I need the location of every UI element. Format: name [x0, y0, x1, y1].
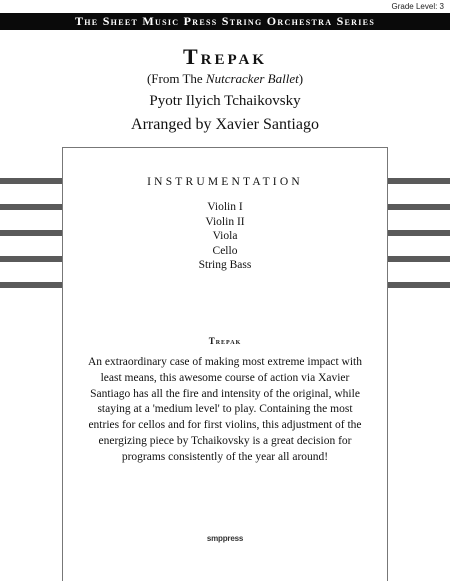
- composer-name: Pyotr Ilyich Tchaikovsky: [149, 93, 301, 109]
- staff-line: [388, 282, 450, 288]
- instrument-item: String Bass: [198, 259, 252, 271]
- instrument-item: Violin II: [205, 215, 245, 228]
- piece-subtitle: [0, 71, 450, 87]
- instrumentation-heading: INSTRUMENTATION: [147, 176, 303, 188]
- staff-line: [0, 256, 62, 262]
- instrumentation-list: [63, 200, 387, 273]
- piece-title: Trepak: [182, 44, 268, 69]
- publisher-logo: [63, 534, 387, 543]
- arranger-credit: Arranged by Xavier Santiago: [131, 116, 319, 133]
- subtitle-work: Nutcracker Ballet: [205, 71, 299, 86]
- staff-line: [0, 204, 62, 210]
- instrument-item: Cello: [212, 244, 238, 257]
- staff-line: [388, 178, 450, 184]
- instrument-item: Violin I: [207, 201, 243, 213]
- description-text: An extraordinary case of making most extreme impact with least means, this awesome course of action via Xavier Santiago has all the fire and intensity of the original, while staying at a 'medium level' to play. Containing the most entries for cellos and for first violins, this adjustment of the energizing piece by Tchaikovsky is a great decision for programs consistently of the year all around!: [88, 356, 362, 463]
- series-banner: The Sheet Music Press String Orchestra Series: [0, 13, 450, 30]
- staff-line: [388, 230, 450, 236]
- instrument-item: Viola: [212, 230, 238, 242]
- info-panel: [62, 147, 388, 581]
- staff-line: [0, 178, 62, 184]
- grade-level: Grade Level: 3: [391, 2, 444, 11]
- subtitle-prefix: (From The: [146, 71, 206, 86]
- subtitle-suffix: ): [298, 71, 304, 86]
- staff-line: [0, 282, 62, 288]
- staff-line: [0, 230, 62, 236]
- staff-line: [388, 204, 450, 210]
- staff-line: [388, 256, 450, 262]
- description-heading: Trepak: [208, 336, 242, 346]
- publisher-logo-text: smppress: [206, 534, 244, 543]
